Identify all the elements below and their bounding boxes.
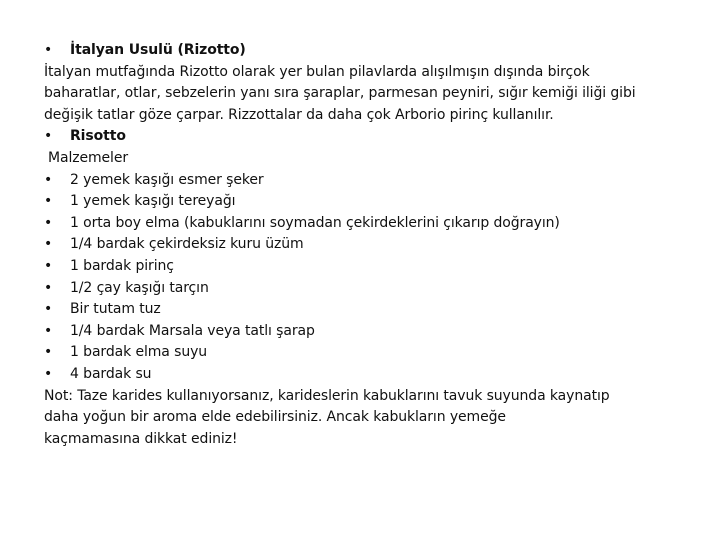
ingredient-text: 1/4 bardak çekirdeksiz kuru üzüm: [70, 236, 304, 253]
bullet: •: [44, 171, 53, 188]
ingredients-subheading: Malzemeler: [48, 149, 129, 166]
bullet: •: [44, 193, 53, 210]
ingredient-text: 2 yemek kaşığı esmer şeker: [70, 171, 264, 188]
bullet: •: [44, 344, 53, 361]
ingredient-item: [44, 321, 684, 343]
section-heading-italian-style: [44, 40, 684, 62]
ingredient-text: 1 bardak elma suyu: [70, 344, 208, 361]
note-line: daha yoğun bir aroma elde edebilirsiniz. Ancak kabukların yemeğe: [44, 409, 506, 426]
intro-paragraph-line: İtalyan mutfağında Rizotto olarak yer bulan pilavlarda alışılmışın dışında birçok: [44, 63, 590, 80]
ingredient-text: 1/2 çay kaşığı tarçın: [70, 279, 209, 296]
ingredient-text: 1/4 bardak Marsala veya tatlı şarap: [70, 322, 315, 339]
ingredient-item: [44, 342, 684, 364]
bullet: •: [44, 214, 53, 231]
heading-text: İtalyan Usulü (Rizotto): [70, 42, 246, 58]
bullet: •: [44, 301, 53, 318]
ingredient-item: [44, 234, 684, 256]
ingredient-item: [44, 191, 684, 213]
bullet: •: [44, 128, 53, 145]
note-line: Not: Taze karides kullanıyorsanız, karideslerin kabuklarını tavuk suyunda kaynatıp: [44, 387, 610, 404]
document-page: [44, 40, 684, 450]
section-heading-risotto: [44, 126, 684, 148]
ingredient-text: 1 orta boy elma (kabuklarını soymadan çekirdeklerini çıkarıp doğrayın): [70, 214, 560, 231]
bullet: •: [44, 365, 53, 382]
ingredient-item: [44, 364, 684, 386]
ingredient-text: 4 bardak su: [70, 365, 152, 382]
intro-paragraph-line: baharatlar, otlar, sebzelerin yanı sıra şaraplar, parmesan peyniri, sığır kemiği iliği gibi: [44, 85, 636, 102]
ingredient-text: Bir tutam tuz: [70, 301, 161, 318]
ingredient-item: [44, 278, 684, 300]
intro-paragraph-line: değişik tatlar göze çarpar. Rizzottalar da daha çok Arborio pirinç kullanılır.: [44, 106, 554, 123]
bullet: •: [44, 42, 53, 58]
ingredient-text: 1 bardak pirinç: [70, 257, 174, 274]
heading-text: Risotto: [70, 128, 126, 145]
bullet: •: [44, 322, 53, 339]
ingredient-item: [44, 170, 684, 192]
bullet: •: [44, 279, 53, 296]
note-line: kaçmamasına dikkat ediniz!: [44, 430, 238, 447]
ingredient-item: [44, 256, 684, 278]
ingredient-item: [44, 299, 684, 321]
bullet: •: [44, 236, 53, 253]
bullet: •: [44, 257, 53, 274]
ingredient-text: 1 yemek kaşığı tereyağı: [70, 193, 236, 210]
ingredient-item: [44, 213, 684, 235]
